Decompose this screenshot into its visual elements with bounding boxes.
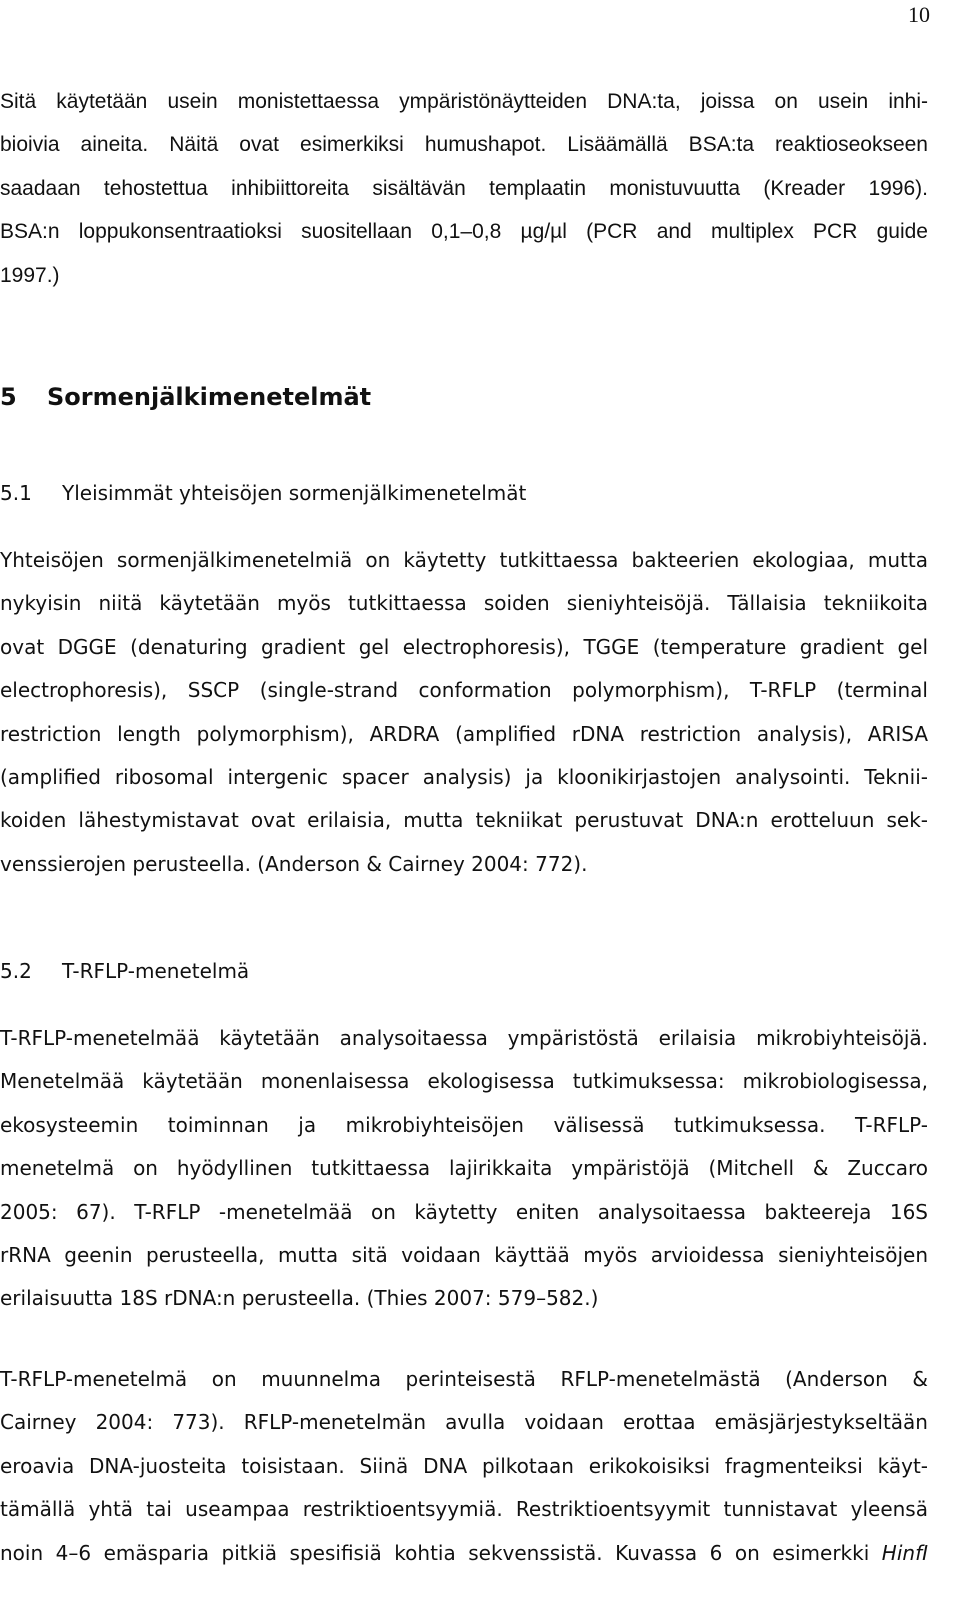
subsection-number: 5.2 bbox=[0, 959, 32, 983]
section-number: 5 bbox=[0, 383, 17, 411]
text-line: Sitä käytetään usein monistettaessa ympäristönäytteiden DNA:ta, joissa on usein inhi- bbox=[0, 90, 928, 113]
text-segment: noin 4–6 emäsparia pitkiä spesifisiä kohtia sekvenssistä. Kuvassa 6 on esimerkki bbox=[0, 1540, 870, 1565]
text-line: Menetelmää käytetään monenlaisessa ekologisessa tutkimuksessa: mikrobiologisessa, bbox=[0, 1069, 928, 1094]
text-line: koiden lähestymistavat ovat erilaisia, mutta tekniikat perustuvat DNA:n erotteluun sek- bbox=[0, 808, 928, 833]
text-line: Cairney 2004: 773). RFLP-menetelmän avulla voidaan erottaa emäsjärjestykseltään bbox=[0, 1410, 928, 1435]
text-line: erilaisuutta 18S rDNA:n perusteella. (Thies 2007: 579–582.) bbox=[0, 1286, 599, 1311]
text-line: menetelmä on hyödyllinen tutkittaessa lajirikkaita ympäristöjä (Mitchell & Zuccaro bbox=[0, 1156, 928, 1181]
subsection-heading bbox=[0, 956, 928, 986]
text-line bbox=[0, 1532, 928, 1575]
text-line: saadaan tehostettua inhibiittoreita sisältävän templaatin monistuvuutta (Kreader 1996). bbox=[0, 176, 928, 200]
section-5-1-paragraph bbox=[0, 539, 928, 886]
text-line: Yhteisöjen sormenjälkimenetelmiä on käytetty tutkittaessa bakteerien ekologiaa, mutta bbox=[0, 548, 928, 572]
section-5-2-paragraph-1 bbox=[0, 1017, 928, 1321]
enzyme-name: HinfI bbox=[881, 1540, 929, 1565]
text-line: nykyisin niitä käytetään myös tutkittaessa soiden sieniyhteisöjä. Tällaisia tekniikoita bbox=[0, 591, 928, 616]
text-line: bioivia aineita. Näitä ovat esimerkiksi humushapot. Lisäämällä BSA:ta reaktioseokseen bbox=[0, 133, 928, 157]
section-title: Sormenjälkimenetelmät bbox=[47, 383, 372, 411]
subsection-heading bbox=[0, 478, 928, 508]
text-line: T-RFLP-menetelmä on muunnelma perinteisestä RFLP-menetelmästä (Anderson & bbox=[0, 1367, 928, 1391]
subsection-title: T-RFLP-menetelmä bbox=[62, 959, 250, 983]
text-line: ovat DGGE (denaturing gradient gel electrophoresis), TGGE (temperature gradient gel bbox=[0, 634, 928, 659]
text-line: restriction length polymorphism), ARDRA (amplified rDNA restriction analysis), ARISA bbox=[0, 721, 928, 746]
text-line: T-RFLP-menetelmää käytetään analysoitaessa ympäristöstä erilaisia mikrobiyhteisöjä. bbox=[0, 1026, 928, 1050]
text-line: venssierojen perusteella. (Anderson & Cairney 2004: 772). bbox=[0, 851, 588, 876]
text-line: rRNA geenin perusteella, mutta sitä voidaan käyttää myös arvioidessa sieniyhteisöjen bbox=[0, 1243, 928, 1268]
text-line: (amplified ribosomal intergenic spacer analysis) ja kloonikirjastojen analysointi. Teknii- bbox=[0, 765, 928, 790]
text-line: 2005: 67). T-RFLP -menetelmää on käytetty eniten analysoitaessa bakteereja 16S bbox=[0, 1199, 928, 1224]
text-line: tämällä yhtä tai useampaa restriktioentsyymiä. Restriktioentsyymit tunnistavat yleensä bbox=[0, 1497, 928, 1522]
section-5-2-paragraph-2 bbox=[0, 1358, 928, 1575]
text-line: 1997.) bbox=[0, 263, 60, 287]
text-line: electrophoresis), SSCP (single-strand conformation polymorphism), T-RFLP (terminal bbox=[0, 678, 928, 703]
section-heading bbox=[0, 382, 928, 412]
text-line: eroavia DNA-juosteita toisistaan. Siinä DNA pilkotaan erikokoisiksi fragmenteiksi käyt- bbox=[0, 1453, 928, 1478]
subsection-title: Yleisimmät yhteisöjen sormenjälkimenetelmät bbox=[62, 481, 527, 505]
text-line: ekosysteemin toiminnan ja mikrobiyhteisöjen välisessä tutkimuksessa. T-RFLP- bbox=[0, 1112, 928, 1137]
page-number: 10 bbox=[908, 2, 930, 27]
text-line: BSA:n loppukonsentraatioksi suositellaan 0,1–0,8 µg/µl (PCR and multiplex PCR guide bbox=[0, 220, 928, 244]
subsection-number: 5.1 bbox=[0, 481, 32, 505]
intro-paragraph bbox=[0, 80, 928, 297]
